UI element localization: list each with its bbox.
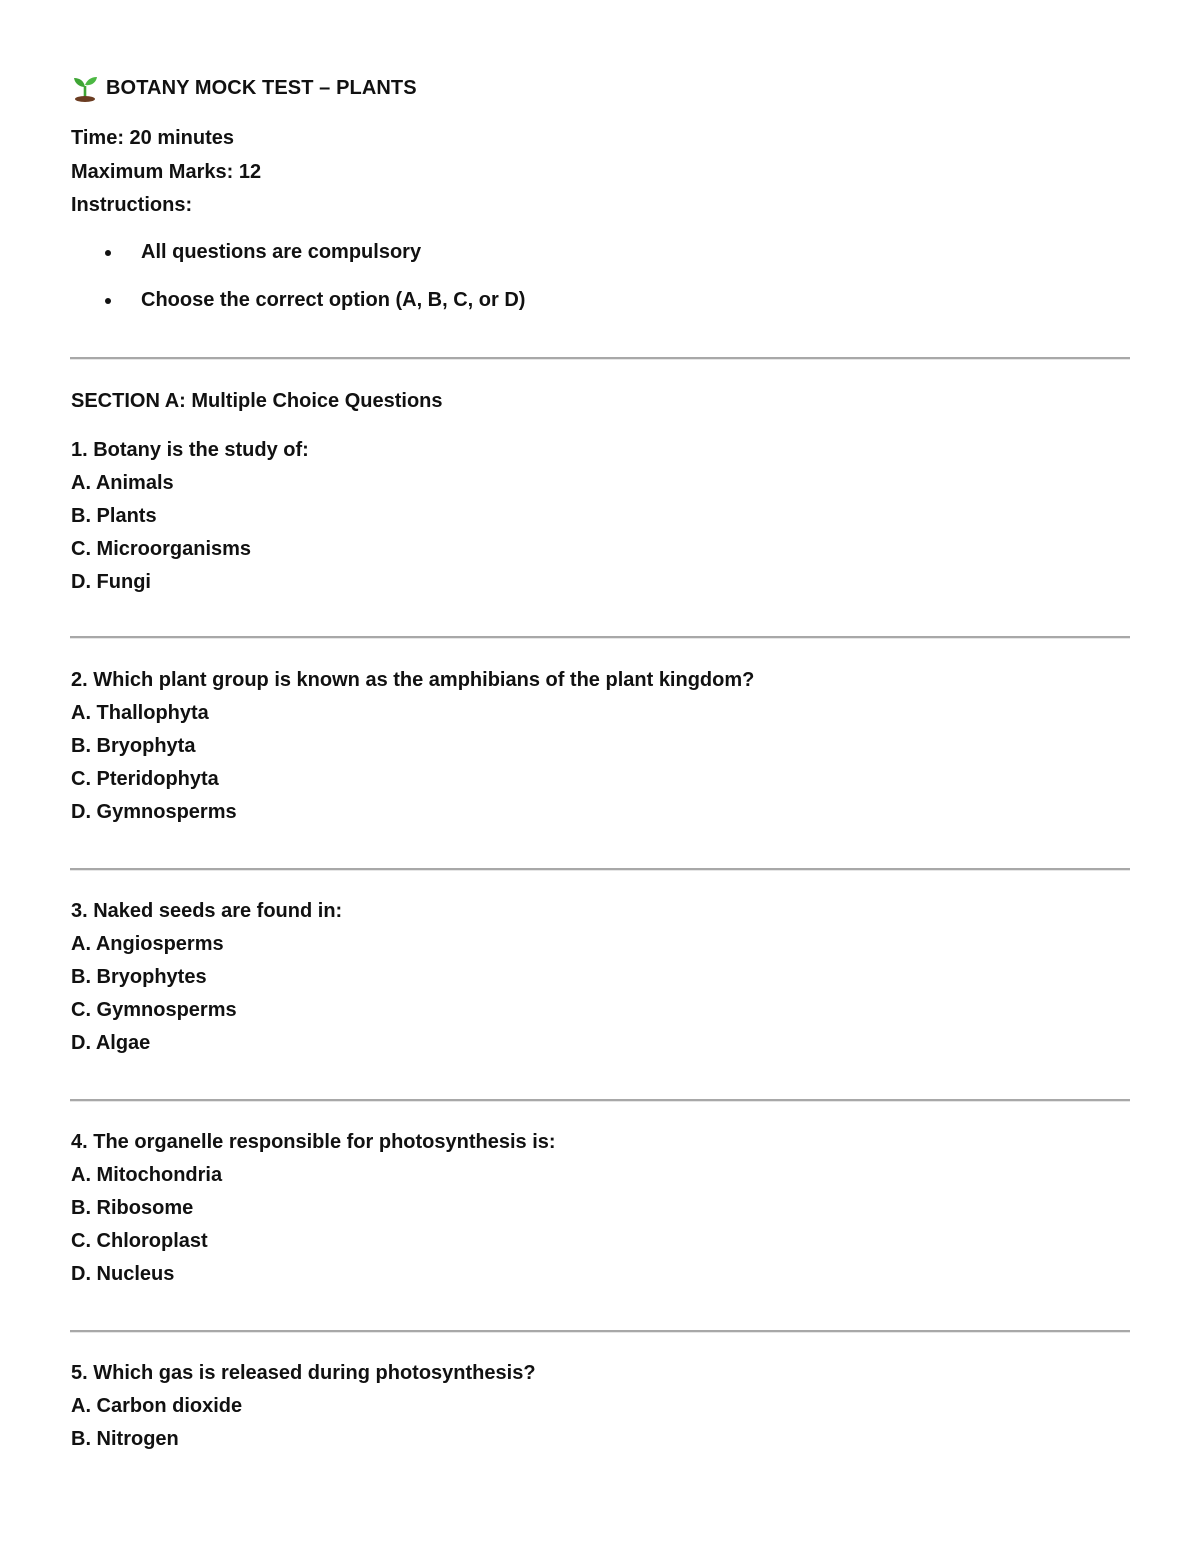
question-5 bbox=[71, 1357, 536, 1456]
title-row bbox=[72, 74, 417, 102]
option-c: C. Microorganisms bbox=[71, 538, 252, 560]
bullet-icon bbox=[105, 298, 111, 304]
section-heading: SECTION A: Multiple Choice Questions bbox=[71, 390, 443, 412]
time-label: Time: 20 minutes bbox=[71, 127, 235, 149]
instruction-text: Choose the correct option (A, B, C, or D) bbox=[141, 289, 526, 311]
option-d: D. Gymnosperms bbox=[71, 801, 237, 823]
max-marks-label: Maximum Marks: 12 bbox=[71, 161, 262, 183]
question-text: 3. Naked seeds are found in: bbox=[71, 900, 343, 922]
option-b: B. Nitrogen bbox=[71, 1428, 179, 1450]
option-b: B. Bryophyta bbox=[71, 735, 196, 757]
option-a: A. Mitochondria bbox=[71, 1164, 223, 1186]
instruction-text: All questions are compulsory bbox=[141, 241, 422, 263]
page-title: BOTANY MOCK TEST – PLANTS bbox=[106, 76, 417, 99]
option-a: A. Angiosperms bbox=[71, 933, 224, 955]
option-c: C. Pteridophyta bbox=[71, 768, 219, 790]
question-2 bbox=[71, 664, 754, 829]
option-d: D. Algae bbox=[71, 1032, 151, 1054]
option-d: D. Nucleus bbox=[71, 1263, 175, 1285]
option-a: A. Thallophyta bbox=[71, 702, 209, 724]
sprout-icon bbox=[72, 74, 98, 102]
option-a: A. Carbon dioxide bbox=[71, 1395, 243, 1417]
divider bbox=[70, 868, 1130, 871]
question-3 bbox=[71, 895, 342, 1060]
divider bbox=[70, 357, 1130, 360]
question-text: 2. Which plant group is known as the amphibians of the plant kingdom? bbox=[71, 669, 755, 691]
divider bbox=[70, 1099, 1130, 1102]
option-c: C. Chloroplast bbox=[71, 1230, 208, 1252]
question-1 bbox=[71, 434, 309, 599]
option-b: B. Plants bbox=[71, 505, 157, 527]
bullet-icon bbox=[105, 250, 111, 256]
instructions-label: Instructions: bbox=[71, 194, 193, 216]
question-text: 4. The organelle responsible for photosynthesis is: bbox=[71, 1131, 556, 1153]
divider bbox=[70, 636, 1130, 639]
option-d: D. Fungi bbox=[71, 571, 151, 593]
question-4 bbox=[71, 1126, 556, 1291]
option-b: B. Bryophytes bbox=[71, 966, 207, 988]
question-text: 5. Which gas is released during photosynthesis? bbox=[71, 1362, 536, 1384]
question-text: 1. Botany is the study of: bbox=[71, 439, 309, 461]
divider bbox=[70, 1330, 1130, 1333]
option-c: C. Gymnosperms bbox=[71, 999, 237, 1021]
option-a: A. Animals bbox=[71, 472, 174, 494]
list-item bbox=[100, 240, 525, 288]
option-b: B. Ribosome bbox=[71, 1197, 194, 1219]
instructions-list bbox=[100, 240, 525, 336]
list-item bbox=[100, 288, 525, 336]
